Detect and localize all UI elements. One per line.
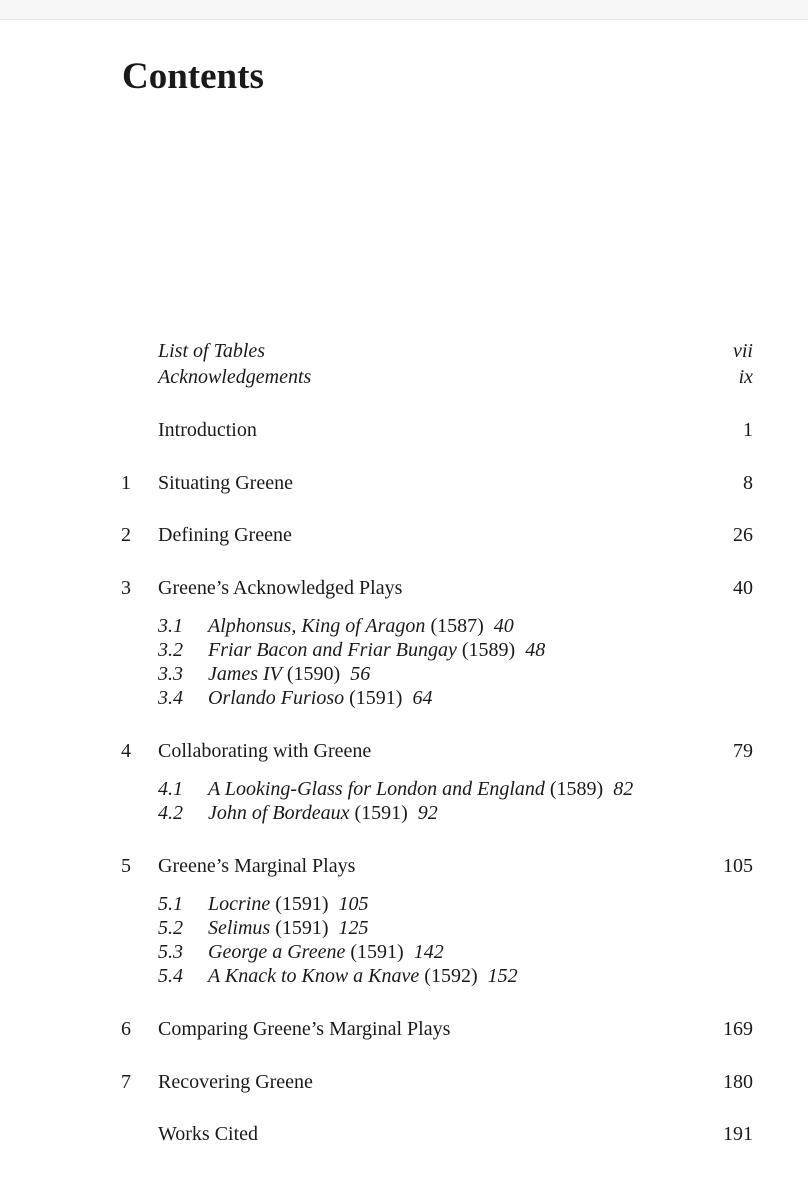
section-number: 5.3 [158,941,183,963]
toc-chapter-2[interactable] [0,523,808,547]
toc-chapter-4[interactable] [0,739,808,763]
toc-section-3-2[interactable] [0,638,808,662]
toc-entry-list-of-tables[interactable] [0,339,808,363]
section-page: 82 [613,778,634,800]
section-number: 3.1 [158,615,183,637]
section-number: 3.3 [158,663,183,685]
section-title: Locrine [208,893,271,915]
section-year: (1589) [461,639,516,661]
chapter-number: 6 [121,1018,131,1040]
toc-chapter-5[interactable] [0,854,808,878]
section-year: (1592) [424,965,478,987]
section-page: 92 [417,802,438,824]
section-title: John of Bordeaux [208,802,350,824]
toc-section-4-1[interactable] [0,777,808,801]
section-year: (1590) [286,663,341,685]
toc-entry-label: Works Cited [158,1123,259,1145]
section-title: Orlando Furioso [208,687,345,709]
chapter-page: 40 [733,577,753,599]
section-year: (1591) [354,802,408,824]
section-number: 5.1 [158,893,183,915]
section-title: George a Greene [208,941,346,963]
chapter-label: Recovering Greene [158,1071,313,1093]
toc-section-4-2[interactable] [0,801,808,825]
section-title: Selimus [208,917,271,939]
chapter-number: 3 [121,577,131,599]
section-year: (1587) [430,615,484,637]
toc-entry-page: vii [733,340,753,362]
chapter-label: Greene’s Acknowledged Plays [158,577,403,599]
section-year: (1589) [549,778,604,800]
toc-entry-label: List of Tables [158,340,266,362]
toc-chapter-3[interactable] [0,576,808,600]
toc-section-5-3[interactable] [0,940,808,964]
toc-entry-introduction[interactable] [0,418,808,442]
toc-chapter-7[interactable] [0,1070,808,1094]
chapter-label: Collaborating with Greene [158,740,372,762]
toc-entry-page: ix [738,366,753,388]
toc-section-5-4[interactable] [0,964,808,988]
section-number: 5.4 [158,965,183,987]
section-title: Alphonsus, King of Aragon [208,615,426,637]
chapter-number: 5 [121,855,131,877]
chapter-label: Situating Greene [158,472,293,494]
toc-entry-label: Acknowledgements [158,366,312,388]
toc-section-5-2[interactable] [0,916,808,940]
chapter-number: 7 [121,1071,131,1093]
section-year: (1591) [349,687,403,709]
section-page: 142 [413,941,444,963]
chapter-label: Comparing Greene’s Marginal Plays [158,1018,451,1040]
section-page: 64 [412,687,433,709]
section-page: 56 [350,663,371,685]
chapter-number: 1 [121,472,131,494]
chapter-page: 79 [733,740,753,762]
section-page: 152 [487,965,518,987]
chapter-page: 105 [723,855,753,877]
toc-entry-page: 191 [723,1123,753,1145]
toc-entry-works-cited[interactable] [0,1122,808,1146]
section-title: James IV [208,663,282,685]
section-year: (1591) [350,941,404,963]
toc-entry-label: Introduction [158,419,257,441]
section-year: (1591) [275,917,329,939]
section-title: A Knack to Know a Knave [208,965,420,987]
chapter-number: 4 [121,740,131,762]
section-number: 4.1 [158,778,183,800]
section-year: (1591) [275,893,329,915]
section-page: 105 [338,893,369,915]
chapter-label: Defining Greene [158,524,292,546]
section-page: 125 [338,917,369,939]
section-title: Friar Bacon and Friar Bungay [208,639,457,661]
toc-section-3-4[interactable] [0,686,808,710]
section-number: 3.2 [158,639,183,661]
chapter-number: 2 [121,524,131,546]
toc-section-3-1[interactable] [0,614,808,638]
section-number: 4.2 [158,802,183,824]
chapter-page: 26 [733,524,753,546]
chapter-page: 180 [723,1071,753,1093]
toc-entry-page: 1 [743,419,753,441]
section-page: 40 [493,615,514,637]
toc-entry-acknowledgements[interactable] [0,365,808,389]
toc-section-3-3[interactable] [0,662,808,686]
section-number: 5.2 [158,917,183,939]
chapter-page: 169 [723,1018,753,1040]
section-number: 3.4 [158,687,183,709]
section-title: A Looking-Glass for London and England [208,778,545,800]
chapter-label: Greene’s Marginal Plays [158,855,356,877]
page-title: Contents [122,56,264,97]
toc-chapter-1[interactable] [0,471,808,495]
section-page: 48 [525,639,546,661]
toc-chapter-6[interactable] [0,1017,808,1041]
chapter-page: 8 [743,472,753,494]
toc-section-5-1[interactable] [0,892,808,916]
